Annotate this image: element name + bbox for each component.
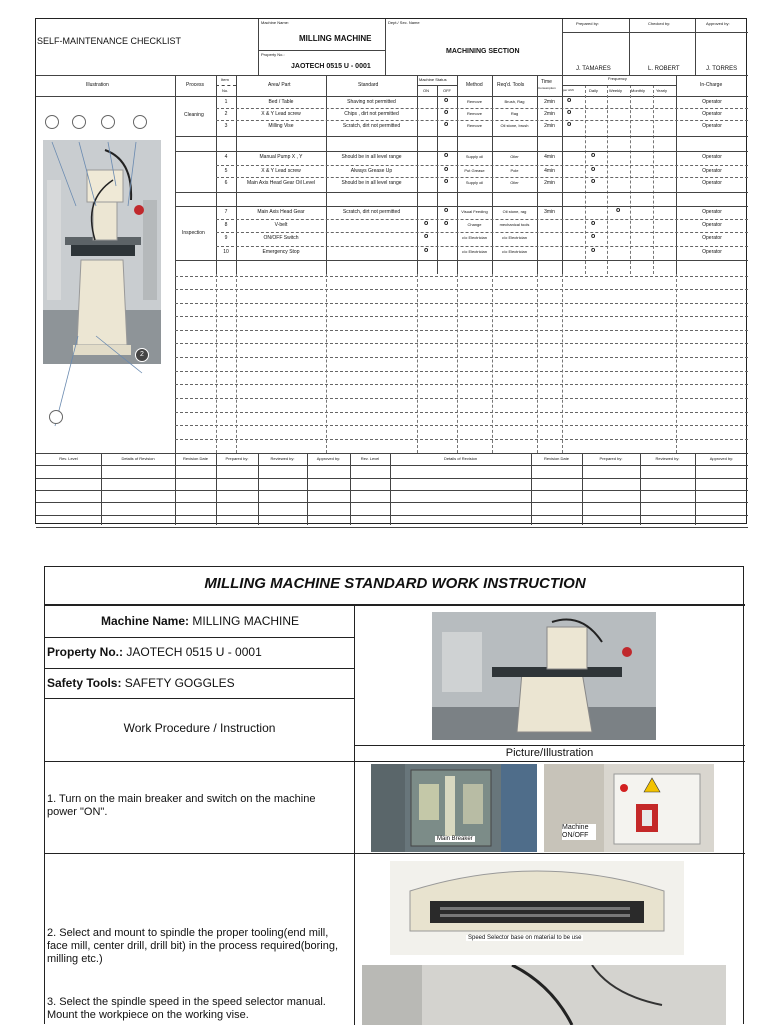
row-tools: Oiler bbox=[510, 154, 519, 159]
work-instruction bbox=[44, 566, 744, 1024]
mark-off: o bbox=[444, 109, 449, 116]
col-illustration: Illustration bbox=[86, 82, 109, 88]
revision-header: Revision Date bbox=[183, 456, 208, 461]
checked-by-name: L. ROBERT bbox=[648, 66, 680, 72]
row-number: 8 bbox=[224, 222, 228, 228]
row-tools: c/o Electrician bbox=[502, 249, 527, 254]
wi-property-label: Property No.: bbox=[47, 645, 124, 659]
checklist-title: SELF-MAINTENANCE CHECKLIST bbox=[37, 36, 182, 46]
row-time: 4min bbox=[544, 154, 555, 160]
col-frequency: Frequency bbox=[608, 76, 627, 81]
row-standard: Scratch, dirt not permitted bbox=[342, 209, 401, 215]
row-time: 2min bbox=[544, 180, 555, 186]
row-area: Main Axis Head Gear Oil Level bbox=[246, 180, 316, 186]
row-tools: mechanical tools bbox=[499, 222, 530, 227]
row-number: 10 bbox=[223, 249, 229, 255]
checked-by-label: Checked by: bbox=[648, 21, 671, 26]
row-standard: Chips , dirt not permitted bbox=[344, 111, 399, 117]
row-number: 3 bbox=[224, 123, 228, 129]
callout-bubble-3 bbox=[101, 115, 115, 129]
col-standard: Standard bbox=[358, 82, 379, 88]
row-number: 2 bbox=[224, 111, 228, 117]
row-area: Main Axis Head Gear bbox=[257, 209, 305, 215]
col-tools: Req'd. Tools bbox=[497, 82, 525, 88]
row-in-charge: Operator bbox=[702, 209, 722, 215]
self-maintenance-checklist bbox=[35, 18, 747, 524]
mark-frequency: o bbox=[567, 97, 572, 104]
col-off: OFF bbox=[443, 88, 451, 93]
row-tools: Pole bbox=[510, 168, 519, 173]
process-inspection: Inspection bbox=[182, 230, 205, 236]
wi-property bbox=[47, 645, 262, 659]
revision-header: Reviewed by: bbox=[655, 456, 680, 461]
row-standard: Should be in all level range bbox=[341, 154, 402, 160]
main-breaker-photo bbox=[371, 764, 537, 852]
row-in-charge: Operator bbox=[702, 222, 722, 228]
mark-off: o bbox=[444, 121, 449, 128]
row-tools: Oil stone, rag bbox=[502, 209, 527, 214]
revision-header: Rev. Level bbox=[360, 456, 380, 461]
row-method: c/o Electrician bbox=[462, 249, 487, 254]
row-in-charge: Operator bbox=[702, 123, 722, 129]
col-consumption: Consumption bbox=[538, 86, 556, 90]
revision-header: Details of Revision bbox=[443, 456, 478, 461]
row-area: Milling Vise bbox=[268, 123, 294, 129]
caption-machine-onoff: Machine ON/OFF bbox=[562, 824, 596, 840]
row-area: ON/OFF Switch bbox=[263, 235, 299, 241]
approved-by-name: J. TORRES bbox=[706, 66, 738, 72]
wi-machine-photo bbox=[432, 612, 656, 740]
row-method: Remove bbox=[467, 99, 482, 104]
mark-frequency: o bbox=[567, 121, 572, 128]
row-time: 2min bbox=[544, 99, 555, 105]
process-cleaning: Cleaning bbox=[184, 112, 204, 118]
col-monthly: Monthly bbox=[631, 88, 646, 93]
dept-label: Dept./ Sec. Name bbox=[388, 20, 420, 25]
wi-machine-name-value: MILLING MACHINE bbox=[189, 614, 300, 628]
property-no-label: Property No.: bbox=[261, 52, 285, 57]
mark-off: o bbox=[444, 207, 449, 214]
row-area: V-belt bbox=[274, 222, 288, 228]
row-in-charge: Operator bbox=[702, 249, 722, 255]
wi-procedure-header: Work Procedure / Instruction bbox=[123, 721, 276, 735]
row-time: 4min bbox=[544, 168, 555, 174]
revision-header: Approved by: bbox=[316, 456, 341, 461]
row-tools: Oil stone, brush bbox=[500, 123, 529, 128]
row-in-charge: Operator bbox=[702, 168, 722, 174]
row-in-charge: Operator bbox=[702, 99, 722, 105]
machine-name-label: Machine Name: bbox=[261, 20, 290, 25]
mark-off: o bbox=[444, 166, 449, 173]
callout-bubble-2 bbox=[72, 115, 86, 129]
col-daily: Daily bbox=[589, 88, 598, 93]
wi-property-value: JAOTECH 0515 U - 0001 bbox=[123, 645, 262, 659]
prepared-by-label: Prepared by: bbox=[576, 21, 599, 26]
revision-header: Prepared by: bbox=[225, 456, 249, 461]
row-area: Emergency Stop bbox=[262, 249, 300, 255]
wi-step-3: 3. Select the spindle speed in the speed selector manual. Mount the workpiece on the working vise. bbox=[47, 996, 326, 1021]
row-time: 2min bbox=[544, 123, 555, 129]
illustration-leaders bbox=[36, 96, 175, 453]
mark-frequency: o bbox=[616, 207, 621, 214]
mark-on: o bbox=[424, 220, 429, 227]
mark-on: o bbox=[424, 233, 429, 240]
mark-on: o bbox=[424, 247, 429, 254]
row-method: c/o Electrician bbox=[462, 235, 487, 240]
callout-bubble-5 bbox=[49, 410, 63, 424]
row-method: Put Grease bbox=[464, 168, 485, 173]
row-method: Visual Feeding bbox=[461, 209, 488, 214]
wi-picture-header: Picture/Illustration bbox=[505, 747, 594, 759]
col-process: Process bbox=[186, 82, 205, 88]
wi-title: MILLING MACHINE STANDARD WORK INSTRUCTION bbox=[204, 575, 586, 592]
col-time: Time bbox=[541, 79, 552, 85]
col-machine-status: Machine Status bbox=[419, 77, 447, 82]
col-area: Area/ Part bbox=[268, 82, 291, 88]
revision-header: Approved by: bbox=[709, 456, 734, 461]
row-number: 9 bbox=[224, 235, 228, 241]
revision-header: Reviewed by: bbox=[270, 456, 295, 461]
row-in-charge: Operator bbox=[702, 180, 722, 186]
caption-speed-selector: Speed Selector base on material to be use bbox=[468, 935, 582, 941]
row-method: Supply oil bbox=[465, 154, 484, 159]
caption-main-breaker: Main Breaker bbox=[437, 836, 473, 842]
callout-badge: 2 bbox=[135, 348, 149, 362]
col-yearly: Yearly bbox=[656, 88, 667, 93]
row-standard: Shaving not permitted bbox=[347, 99, 396, 105]
wi-safety-value: SAFETY GOGGLES bbox=[121, 676, 235, 690]
callout-bubble-1 bbox=[45, 115, 59, 129]
row-time: 3min bbox=[544, 209, 555, 215]
col-per-shift: per shift bbox=[563, 88, 574, 92]
col-on: ON bbox=[423, 88, 429, 93]
mark-frequency: o bbox=[591, 152, 596, 159]
row-area: X & Y Lead screw bbox=[261, 111, 301, 117]
row-standard: Scratch, dirt not permitted bbox=[342, 123, 401, 129]
row-area: Manual Pump X , Y bbox=[259, 154, 303, 160]
mark-frequency: o bbox=[591, 233, 596, 240]
row-in-charge: Operator bbox=[702, 154, 722, 160]
mark-off: o bbox=[444, 97, 449, 104]
row-in-charge: Operator bbox=[702, 111, 722, 117]
mark-frequency: o bbox=[567, 109, 572, 116]
col-no: No. bbox=[222, 88, 229, 93]
workpiece-vise-photo bbox=[362, 965, 726, 1025]
wi-machine-name-label: Machine Name: bbox=[101, 614, 190, 628]
wi-safety-label: Safety Tools: bbox=[47, 676, 122, 690]
prepared-by-name: J. TAMARES bbox=[576, 66, 611, 72]
row-time: 2min bbox=[544, 111, 555, 117]
row-number: 5 bbox=[224, 168, 228, 174]
wi-step-2: 2. Select and mount to spindle the proper tooling(end mill, face mill, center drill, drill bit) in the process required(boring, milling etc.) bbox=[47, 927, 339, 965]
row-method: Change bbox=[467, 222, 482, 227]
row-in-charge: Operator bbox=[702, 235, 722, 241]
col-item: Item bbox=[221, 77, 229, 82]
wi-safety bbox=[47, 676, 235, 690]
row-standard: Should be in all level range bbox=[341, 180, 402, 186]
machine-onoff-photo bbox=[544, 764, 714, 852]
mark-frequency: o bbox=[591, 247, 596, 254]
revision-header: Details of Revision bbox=[121, 456, 155, 461]
row-area: X & Y Lead screw bbox=[261, 168, 301, 174]
row-tools: Oiler bbox=[510, 180, 519, 185]
property-no-value: JAOTECH 0515 U - 0001 bbox=[291, 63, 371, 70]
mark-frequency: o bbox=[591, 178, 596, 185]
callout-bubble-4 bbox=[133, 115, 147, 129]
wi-step-1: 1. Turn on the main breaker and switch on the machine power "ON". bbox=[47, 793, 316, 818]
machine-name-value: MILLING MACHINE bbox=[299, 34, 372, 43]
mark-off: o bbox=[444, 178, 449, 185]
row-tools: Brush, Rag bbox=[504, 99, 525, 104]
col-method: Method bbox=[466, 82, 483, 88]
approved-by-label: Approved by: bbox=[706, 21, 730, 26]
col-weekly: Weekly bbox=[609, 88, 623, 93]
row-number: 6 bbox=[224, 180, 228, 186]
revision-header: Prepared by: bbox=[599, 456, 623, 461]
row-number: 7 bbox=[224, 209, 228, 215]
row-standard: Always Grease Up bbox=[350, 168, 393, 174]
row-tools: Rag bbox=[510, 111, 519, 116]
wi-machine-name bbox=[101, 614, 299, 628]
mark-off: o bbox=[444, 220, 449, 227]
col-in-charge: In-Charge bbox=[700, 82, 723, 88]
mark-off: o bbox=[444, 152, 449, 159]
revision-header: Revision Date bbox=[544, 456, 569, 461]
mark-frequency: o bbox=[591, 220, 596, 227]
revision-header: Rev. Level bbox=[59, 456, 78, 461]
row-method: Remove bbox=[467, 123, 482, 128]
row-method: Remove bbox=[467, 111, 482, 116]
mark-frequency: o bbox=[591, 166, 596, 173]
row-tools: c/o Electrician bbox=[502, 235, 527, 240]
row-number: 1 bbox=[224, 99, 228, 105]
dept-value: MACHINING SECTION bbox=[446, 48, 520, 55]
row-area: Bed / Table bbox=[268, 99, 294, 105]
speed-selector-photo bbox=[390, 861, 684, 955]
row-method: Supply oil bbox=[465, 180, 484, 185]
row-number: 4 bbox=[224, 154, 228, 160]
